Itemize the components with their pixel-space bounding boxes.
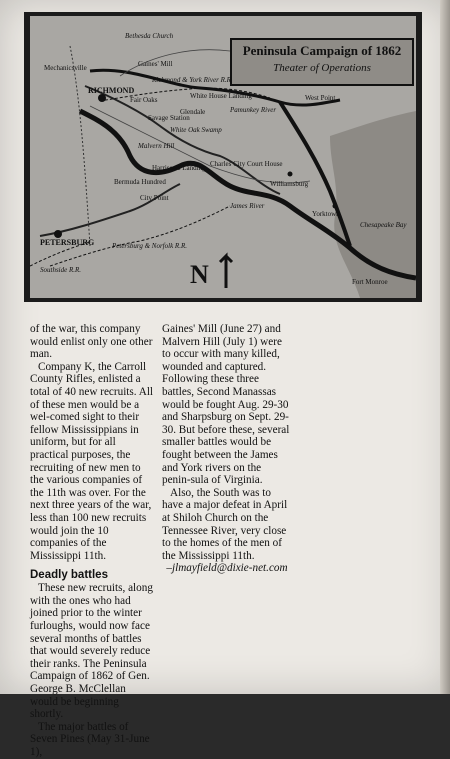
petersburg-marker xyxy=(54,230,62,238)
place-label: Glendale xyxy=(180,108,206,116)
place-label: Yorktown xyxy=(312,210,340,218)
paragraph: The major battles of Seven Pines (May 31-June 1), xyxy=(30,720,150,758)
place-label: Charles City Court House xyxy=(210,160,283,168)
place-label: Bermuda Hundred xyxy=(114,178,166,186)
place-label: RICHMOND xyxy=(88,86,135,95)
paragraph: of the war, this company would enlist only one other man. xyxy=(30,323,153,361)
place-label: Chesapeake Bay xyxy=(360,221,407,229)
paragraph: Company K, the Carroll County Rifles, enlisted a total of 40 new recruits. All of these men would be a wel-comed sight to their fellow Mississippians in uniform, but for all practical purposes, the recruiting of new men to the various companies of the 11th was over. For the next three years of the war, less than 100 new recruits would join the 10 companies of the Mississippi 11th. xyxy=(30,360,154,562)
place-label: Harrison's Landing xyxy=(152,164,206,172)
page-edge-shadow xyxy=(440,0,450,694)
place-label: White House Landing xyxy=(190,92,252,100)
place-label: Petersburg & Norfolk R.R. xyxy=(112,242,187,250)
place-label: Fair Oaks xyxy=(130,96,158,104)
north-label: N xyxy=(190,260,209,289)
map-area xyxy=(30,16,416,298)
place-label: Pamunkey River xyxy=(230,106,277,114)
section-heading: Deadly battles xyxy=(30,569,108,582)
richmond-marker xyxy=(98,94,106,102)
paragraph: These new recruits, along with the ones who had joined prior to the winter furloughs, would now face several months of battles that would severely reduce their ranks. The Peninsula Campaign of 1862 of Gen. George B. McClellan would be beginning shortly. xyxy=(30,582,153,721)
place-label: West Point xyxy=(305,94,336,102)
place-label: City Point xyxy=(140,194,169,202)
article-column-1 xyxy=(30,323,154,759)
place-label: Richmond & York River R.R. xyxy=(152,76,233,84)
place-label: Malvern Hill xyxy=(138,142,175,150)
place-label: Fort Monroe xyxy=(352,278,388,286)
campaign-map xyxy=(24,12,422,302)
article-column-2 xyxy=(162,323,292,575)
place-label: Gaines' Mill xyxy=(138,60,173,68)
author-email: –jlmayfield@dixie-net.com xyxy=(166,562,288,575)
place-label: White Oak Swamp xyxy=(170,126,222,134)
map-title: Peninsula Campaign of 1862 xyxy=(242,43,402,58)
map-subtitle: Theater of Operations xyxy=(273,62,371,74)
yorktown-marker xyxy=(333,204,338,209)
place-label: Southside R.R. xyxy=(40,266,82,274)
paragraph: Also, the South was to have a major defeat in April at Shiloh Church on the Tennessee River, very close to the homes of the men of the Mississippi 11th. xyxy=(162,486,288,562)
place-label: Williamsburg xyxy=(270,180,309,188)
place-label: Savage Station xyxy=(148,114,190,122)
place-label: Mechanicsville xyxy=(44,64,87,72)
place-label: PETERSBURG xyxy=(40,238,95,247)
map-title-box xyxy=(230,38,414,86)
place-label: James River xyxy=(230,202,265,210)
place-label: Bethesda Church xyxy=(125,32,174,40)
paragraph: Gaines' Mill (June 27) and Malvern Hill (July 1) were to occur with many killed, wounded and captured. Following these three battles, Second Manassas would be fought Aug. 29-30 and Sharpsburg on Sept. 29-30. But before these, several smaller battles would be fought between the James and York rivers on the penin-sula of Virginia. xyxy=(162,323,290,487)
williamsburg-marker xyxy=(288,172,293,177)
